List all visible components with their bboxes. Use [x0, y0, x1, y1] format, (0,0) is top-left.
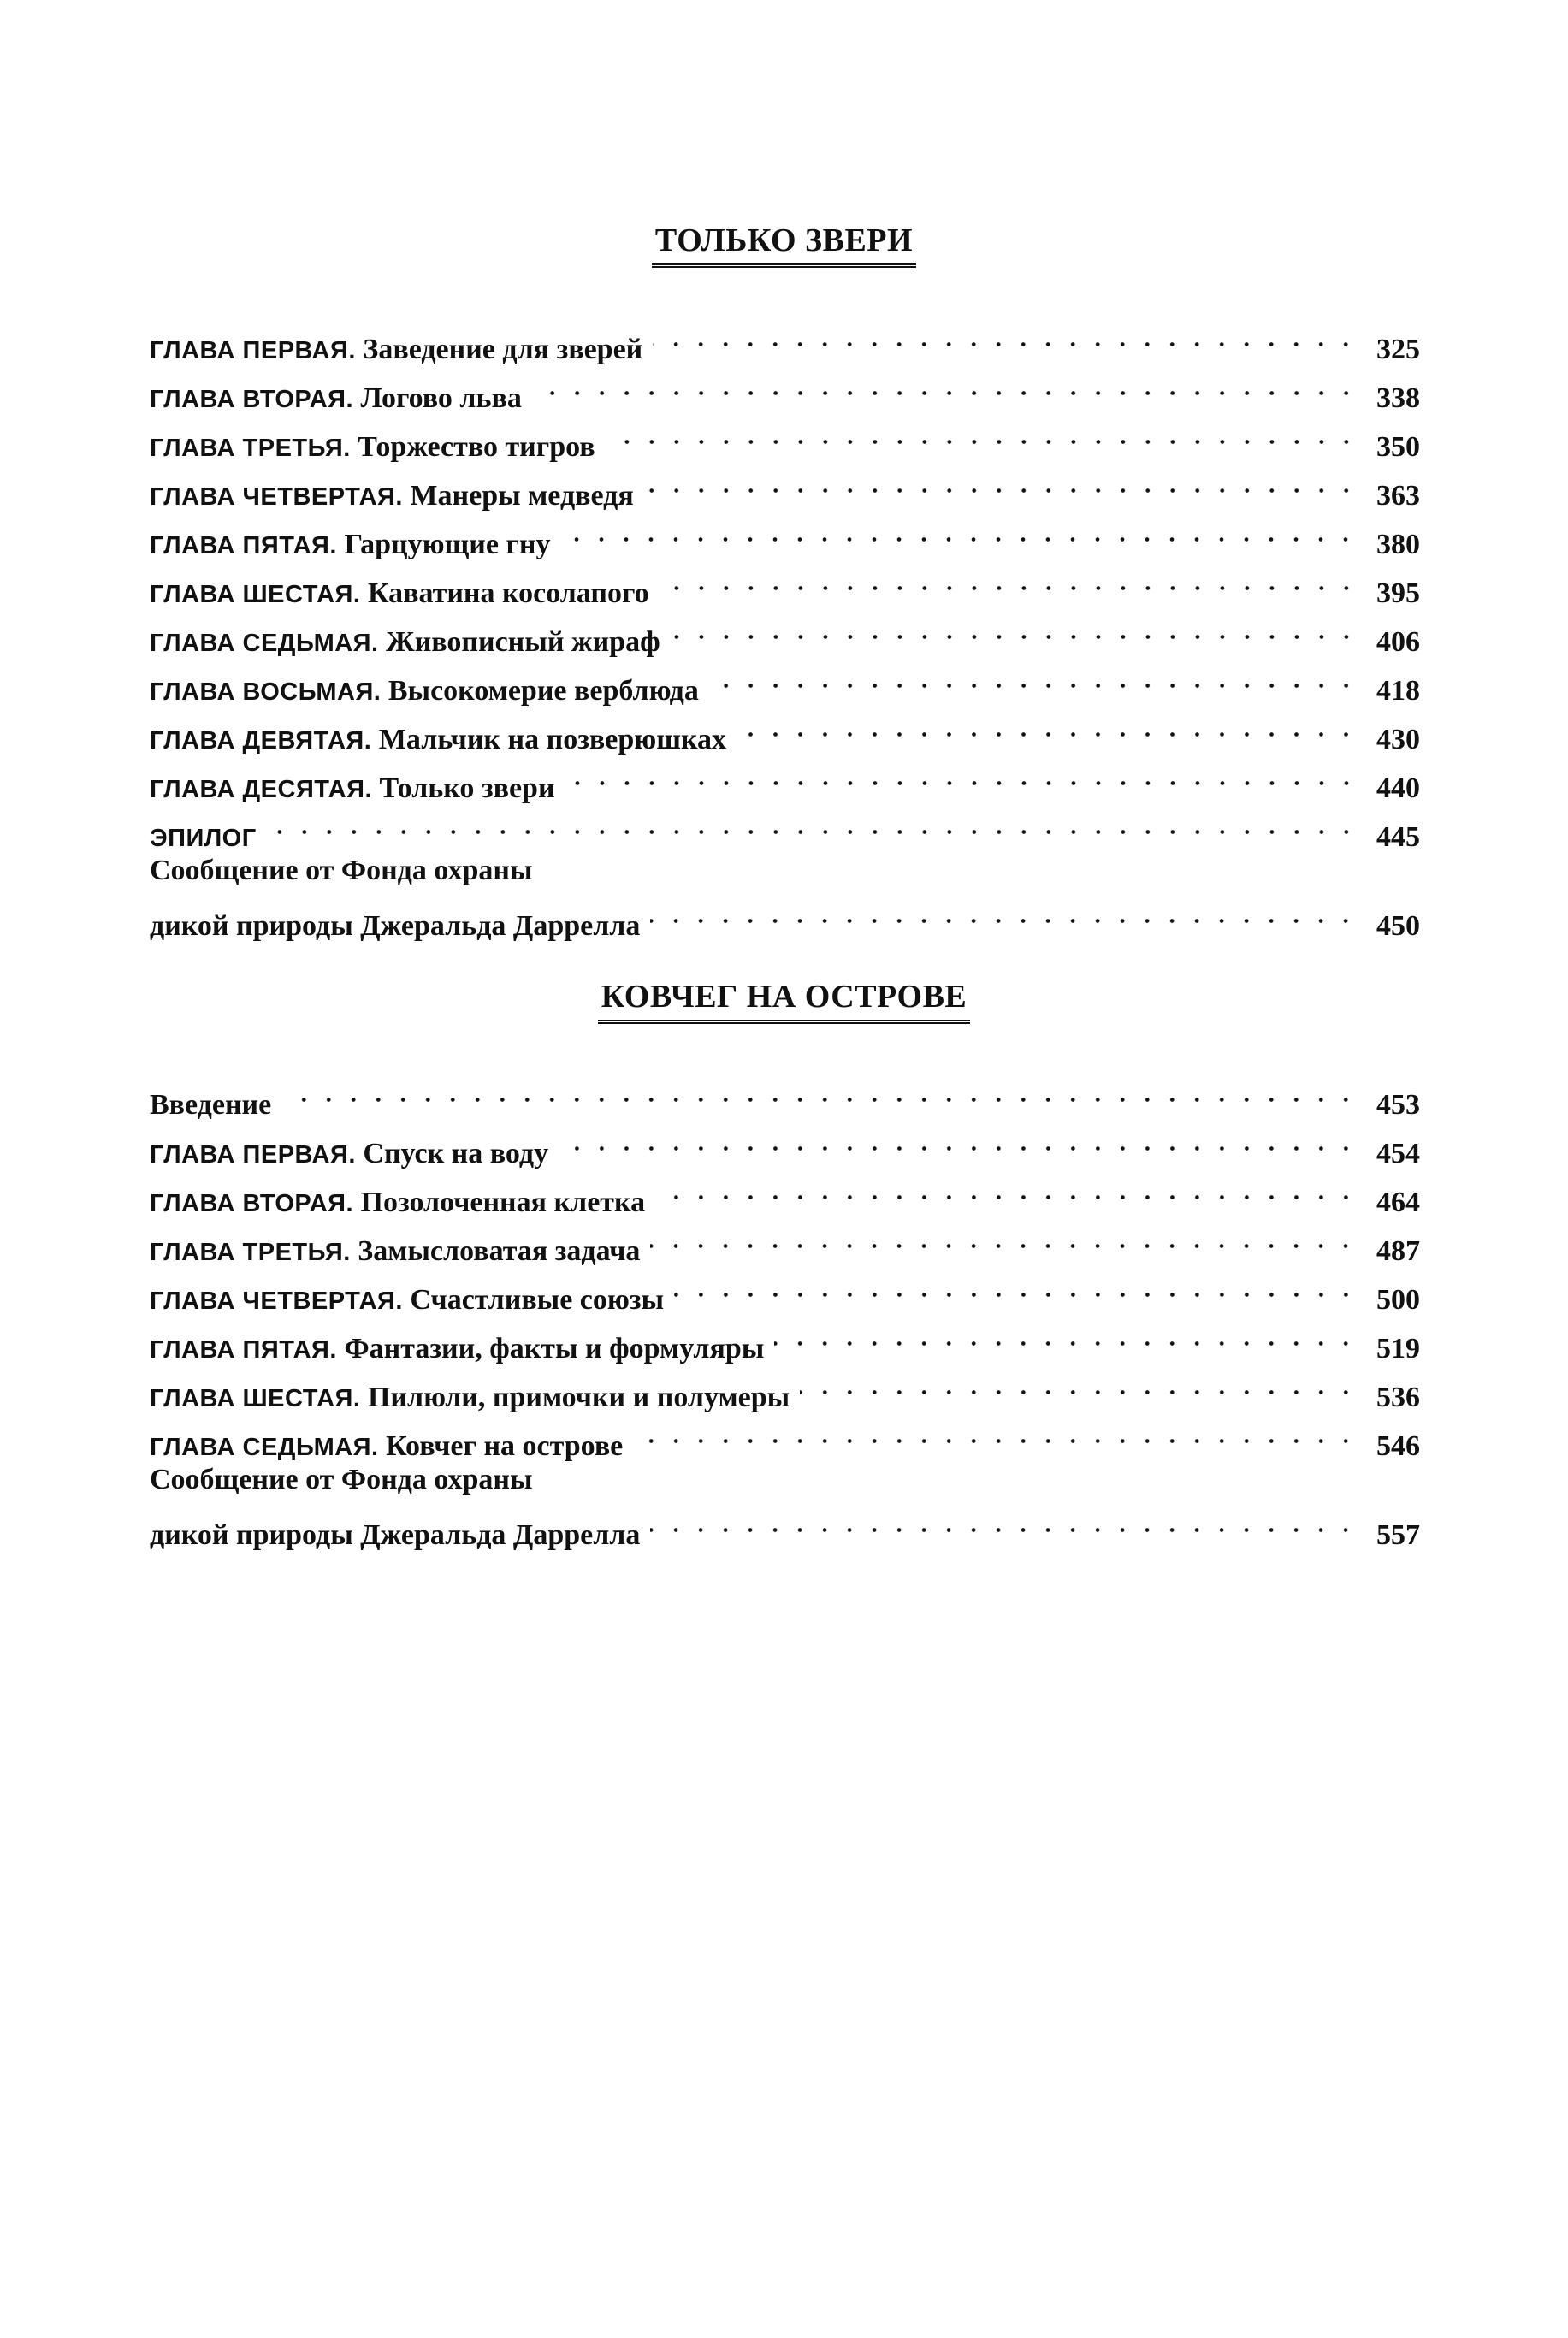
dot-leader: [645, 886, 1358, 935]
chapter-title: Живописный жираф: [386, 626, 660, 658]
dot-leader: [795, 1358, 1358, 1406]
section-heading-kovcheg-na-ostrove: [0, 980, 1568, 1024]
chapter-title: Замысловатая задача: [358, 1235, 641, 1267]
chapter-number: ГЛАВА СЕДЬМАЯ.: [150, 1434, 379, 1461]
page-number: 363: [1376, 480, 1420, 512]
chapter-title: Гарцующие гну: [344, 529, 551, 560]
toc-list-kovcheg-na-ostrove: [150, 1065, 1420, 1551]
chapter-title: Спуск на воду: [363, 1138, 549, 1169]
dot-leader: [654, 553, 1358, 602]
dot-leader: [276, 1065, 1358, 1114]
chapter-title: Ковчег на острове: [386, 1430, 624, 1462]
epilogue-label: ЭПИЛОГ: [150, 825, 257, 852]
toc-entry[interactable]: [150, 651, 1420, 707]
toc-entry[interactable]: [150, 602, 1420, 658]
dot-leader: [645, 1495, 1358, 1544]
toc-entry[interactable]: [150, 1358, 1420, 1413]
toc-entry[interactable]: [150, 1065, 1420, 1121]
section-title: КОВЧЕГ НА ОСТРОВЕ: [598, 980, 971, 1024]
chapter-title: Торжество тигров: [358, 431, 595, 463]
chapter-title: Фантазии, факты и формуляры: [344, 1333, 765, 1364]
chapter-title: Счастливые союзы: [410, 1284, 665, 1316]
dot-leader: [628, 1406, 1358, 1455]
toc-entry[interactable]: [150, 358, 1420, 414]
chapter-title: Введение: [150, 1089, 272, 1121]
page-number: 454: [1376, 1138, 1420, 1169]
chapter-title: Сообщение от Фонда охраны: [150, 1464, 533, 1495]
chapter-number: ГЛАВА ДЕСЯТАЯ.: [150, 776, 373, 803]
dot-leader: [731, 700, 1358, 749]
chapter-number: ГЛАВА ЧЕТВЕРТАЯ.: [150, 483, 403, 511]
chapter-title-line2: дикой природы Джеральда Даррелла: [150, 1519, 641, 1551]
page-number: 464: [1376, 1187, 1420, 1218]
dot-leader: [669, 1260, 1358, 1309]
dot-leader: [555, 505, 1358, 553]
chapter-number: ГЛАВА СЕДЬМАЯ.: [150, 630, 379, 657]
page-number: 440: [1376, 772, 1420, 804]
chapter-number: ГЛАВА ПЯТАЯ.: [150, 532, 337, 559]
dot-leader: [527, 358, 1358, 407]
section-heading-tolko-zveri: [0, 224, 1568, 268]
dot-leader: [639, 456, 1358, 505]
toc-entry[interactable]: [150, 797, 1420, 853]
page-number: 453: [1376, 1089, 1420, 1121]
page-number: 325: [1376, 334, 1420, 365]
dot-leader: [262, 797, 1358, 846]
page-number: 395: [1376, 577, 1420, 609]
toc-entry[interactable]: [150, 505, 1420, 560]
page-number: 430: [1376, 724, 1420, 755]
toc-entry[interactable]: [150, 1114, 1420, 1169]
chapter-title: Высокомерие верблюда: [388, 675, 699, 707]
dot-leader: [560, 749, 1358, 797]
chapter-title: Только звери: [379, 772, 555, 804]
chapter-number: ГЛАВА ШЕСТАЯ.: [150, 1385, 361, 1412]
page-number: 546: [1376, 1430, 1420, 1462]
toc-entry[interactable]: [150, 846, 1420, 942]
chapter-number: ГЛАВА ПЕРВАЯ.: [150, 1141, 356, 1169]
page-number: 406: [1376, 626, 1420, 658]
toc-entry[interactable]: [150, 1455, 1420, 1551]
toc-entry[interactable]: [150, 1211, 1420, 1267]
chapter-title: Мальчик на позверюшках: [378, 724, 726, 755]
chapter-number: ГЛАВА ЧЕТВЕРТАЯ.: [150, 1287, 403, 1315]
chapter-number: ГЛАВА ТРЕТЬЯ.: [150, 1239, 351, 1266]
page-number: 380: [1376, 529, 1420, 560]
toc-entry[interactable]: [150, 407, 1420, 463]
chapter-number: ГЛАВА ВТОРАЯ.: [150, 386, 354, 413]
page-number: 450: [1376, 910, 1420, 942]
toc-entry[interactable]: [150, 1309, 1420, 1364]
chapter-title: Манеры медведя: [410, 480, 634, 512]
toc-entry[interactable]: [150, 1406, 1420, 1462]
chapter-number: ГЛАВА ПЯТАЯ.: [150, 1336, 337, 1364]
page-number: 557: [1376, 1519, 1420, 1551]
dot-leader: [648, 310, 1358, 358]
toc-entry[interactable]: [150, 700, 1420, 755]
toc-entry[interactable]: [150, 1163, 1420, 1218]
dot-leader: [553, 1114, 1358, 1163]
page-number: 338: [1376, 382, 1420, 414]
page-number: 519: [1376, 1333, 1420, 1364]
chapter-title: Каватина косолапого: [367, 577, 649, 609]
chapter-number: ГЛАВА ВТОРАЯ.: [150, 1190, 354, 1217]
chapter-title: Логово льва: [360, 382, 522, 414]
toc-entry[interactable]: [150, 553, 1420, 609]
chapter-number: ГЛАВА ПЕРВАЯ.: [150, 337, 356, 364]
toc-entry[interactable]: [150, 1260, 1420, 1316]
chapter-number: ГЛАВА ДЕВЯТАЯ.: [150, 727, 372, 755]
dot-leader: [666, 602, 1358, 651]
toc-entry[interactable]: [150, 310, 1420, 365]
dot-leader: [704, 651, 1358, 700]
chapter-title: Сообщение от Фонда охраны: [150, 855, 533, 886]
page-number: 350: [1376, 431, 1420, 463]
chapter-number: ГЛАВА ШЕСТАЯ.: [150, 581, 361, 608]
chapter-title: Позолоченная клетка: [360, 1187, 646, 1218]
toc-entry[interactable]: [150, 456, 1420, 512]
page-number: 487: [1376, 1235, 1420, 1267]
chapter-title: Пилюли, примочки и полумеры: [367, 1382, 790, 1413]
toc-entry[interactable]: [150, 749, 1420, 804]
chapter-number: ГЛАВА ТРЕТЬЯ.: [150, 435, 351, 462]
chapter-number: ГЛАВА ВОСЬМАЯ.: [150, 678, 382, 706]
section-title: ТОЛЬКО ЗВЕРИ: [652, 224, 916, 268]
dot-leader: [769, 1309, 1358, 1358]
dot-leader: [645, 1211, 1358, 1260]
page-number: 418: [1376, 675, 1420, 707]
chapter-title: Заведение для зверей: [363, 334, 643, 365]
dot-leader: [650, 1163, 1358, 1211]
page-number: 500: [1376, 1284, 1420, 1316]
page-number: 536: [1376, 1382, 1420, 1413]
page-number: 445: [1376, 821, 1420, 853]
chapter-title-line2: дикой природы Джеральда Даррелла: [150, 910, 641, 942]
toc-list-tolko-zveri: [150, 310, 1420, 942]
dot-leader: [601, 407, 1358, 456]
